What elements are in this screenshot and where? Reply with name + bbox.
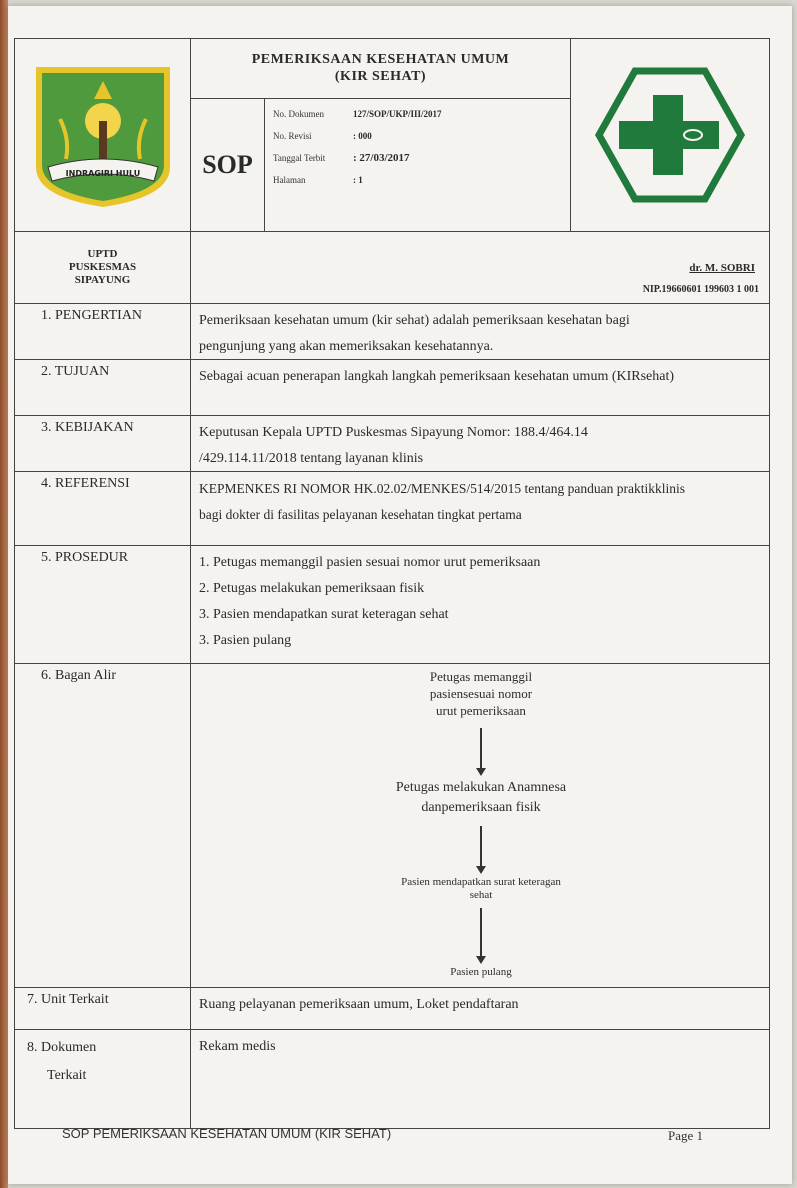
meta-value: : 27/03/2017 bbox=[353, 152, 410, 164]
section-label: 2. TUJUAN bbox=[15, 360, 191, 415]
flow-text: sehat bbox=[469, 889, 493, 901]
meta-key: Tanggal Terbit bbox=[273, 153, 326, 163]
section-label bbox=[15, 1030, 191, 1128]
text-line: bagi dokter di fasilitas pelayanan kesehatan tingkat pertama bbox=[199, 507, 522, 522]
meta-row bbox=[273, 131, 442, 141]
meta-value: : 000 bbox=[353, 131, 372, 141]
flow-text: Petugas memanggil bbox=[429, 669, 533, 684]
section-text bbox=[191, 416, 771, 476]
meta-key: No. Revisi bbox=[273, 131, 312, 141]
sop-label: SOP bbox=[191, 99, 265, 231]
section-text: Ruang pelayanan pemeriksaan umum, Loket pendaftaran bbox=[199, 997, 519, 1012]
meta-value: : 1 bbox=[353, 175, 363, 185]
section-label: 7. Unit Terkait bbox=[15, 988, 191, 1029]
flow-arrow bbox=[480, 826, 482, 868]
section-label: 4. REFERENSI bbox=[15, 472, 191, 545]
label-line: 8. Dokumen bbox=[27, 1040, 97, 1055]
text-line: Pemeriksaan kesehatan umum (kir sehat) adalah pemeriksaan kesehatan bagi bbox=[199, 313, 630, 328]
logo-region-text: INDRAGIRI HULU bbox=[65, 169, 140, 178]
flow-text: Pasien mendapatkan surat keteragan bbox=[401, 876, 561, 888]
section-text bbox=[191, 304, 771, 364]
signer-block bbox=[191, 232, 769, 303]
indragiri-hulu-logo bbox=[30, 59, 176, 211]
section-text bbox=[191, 546, 771, 663]
flow-text: danpemeriksaan fisik bbox=[421, 800, 541, 815]
meta-value: 127/SOP/UKP/III/2017 bbox=[353, 109, 442, 119]
flow-text: Petugas melakukan Anamnesa bbox=[395, 780, 567, 795]
section-label: 5. PROSEDUR bbox=[15, 546, 191, 663]
flow-step-1 bbox=[191, 668, 771, 719]
section-referensi bbox=[15, 472, 769, 546]
text-line: Sebagai acuan penerapan langkah langkah pemeriksaan kesehatan umum (KIRsehat) bbox=[199, 369, 675, 384]
unit-name bbox=[15, 232, 191, 303]
section-label: 1. PENGERTIAN bbox=[15, 304, 191, 364]
kemenkes-logo-cell bbox=[571, 39, 769, 231]
document-meta bbox=[265, 99, 450, 231]
signer-nip: NIP.19660601 199603 1 001 bbox=[642, 284, 759, 295]
title-cell bbox=[191, 39, 571, 231]
procedure-step: 3. Pasien mendapatkan surat keteragan sehat bbox=[199, 607, 449, 622]
procedure-step: 1. Petugas memanggil pasien sesuai nomor urut pemeriksaan bbox=[199, 555, 541, 570]
section-pengertian bbox=[15, 304, 769, 360]
text-line: Keputusan Kepala UPTD Puskesmas Sipayung Nomor: 188.4/464.14 bbox=[199, 425, 588, 440]
sop-meta-row bbox=[191, 99, 570, 231]
document-header bbox=[15, 39, 769, 232]
meta-row bbox=[273, 175, 442, 185]
text-line: KEPMENKES RI NOMOR HK.02.02/MENKES/514/2015 tentang panduan praktikklinis bbox=[199, 481, 685, 496]
footer-page-number: Page 1 bbox=[668, 1128, 704, 1143]
unit-line: UPTD bbox=[87, 248, 118, 260]
flow-arrow bbox=[480, 728, 482, 770]
unit-line: PUSKESMAS bbox=[68, 261, 137, 273]
flow-step-2 bbox=[191, 778, 771, 818]
flow-text: pasiensesuai nomor bbox=[429, 686, 533, 701]
signature-row bbox=[15, 232, 769, 304]
logo-cell bbox=[15, 39, 191, 231]
procedure-step: 2. Petugas melakukan pemeriksaan fisik bbox=[199, 581, 425, 596]
section-text: Rekam medis bbox=[199, 1039, 276, 1054]
section-prosedur bbox=[15, 546, 769, 664]
text-line: pengunjung yang akan memeriksakan kesehatannya. bbox=[199, 339, 494, 354]
flow-arrow bbox=[480, 908, 482, 958]
kemenkes-logo bbox=[595, 65, 745, 205]
flow-text: urut pemeriksaan bbox=[436, 703, 526, 718]
meta-key: Halaman bbox=[273, 175, 306, 185]
title-line-1: PEMERIKSAAN KESEHATAN UMUM bbox=[251, 52, 510, 67]
section-dokumen-terkait bbox=[15, 1030, 769, 1128]
section-label: 6. Bagan Alir bbox=[15, 664, 191, 988]
meta-row bbox=[273, 153, 442, 163]
flowchart bbox=[191, 664, 771, 988]
section-text bbox=[191, 472, 771, 545]
section-kebijakan bbox=[15, 416, 769, 472]
flow-step-3 bbox=[191, 876, 771, 902]
footer-title: SOP PEMERIKSAAN KESEHATAN UMUM (KIR SEHAT) bbox=[62, 1126, 392, 1141]
desk-edge bbox=[0, 0, 8, 1188]
sop-document bbox=[14, 38, 770, 1129]
label-line: Terkait bbox=[47, 1068, 87, 1083]
section-tujuan bbox=[15, 360, 769, 416]
unit-line: SIPAYUNG bbox=[74, 274, 131, 286]
title-line-2: (KIR SEHAT) bbox=[334, 69, 427, 84]
document-title bbox=[191, 39, 570, 99]
signer-name: dr. M. SOBRI bbox=[689, 262, 755, 274]
section-unit-terkait bbox=[15, 988, 769, 1030]
meta-row bbox=[273, 109, 442, 119]
flow-step-4: Pasien pulang bbox=[450, 966, 512, 978]
procedure-step: 3. Pasien pulang bbox=[199, 633, 292, 648]
section-text bbox=[191, 360, 771, 415]
section-label: 3. KEBIJAKAN bbox=[15, 416, 191, 476]
section-bagan-alir bbox=[15, 664, 769, 988]
text-line: /429.114.11/2018 tentang layanan klinis bbox=[199, 451, 424, 466]
meta-key: No. Dokumen bbox=[273, 109, 324, 119]
